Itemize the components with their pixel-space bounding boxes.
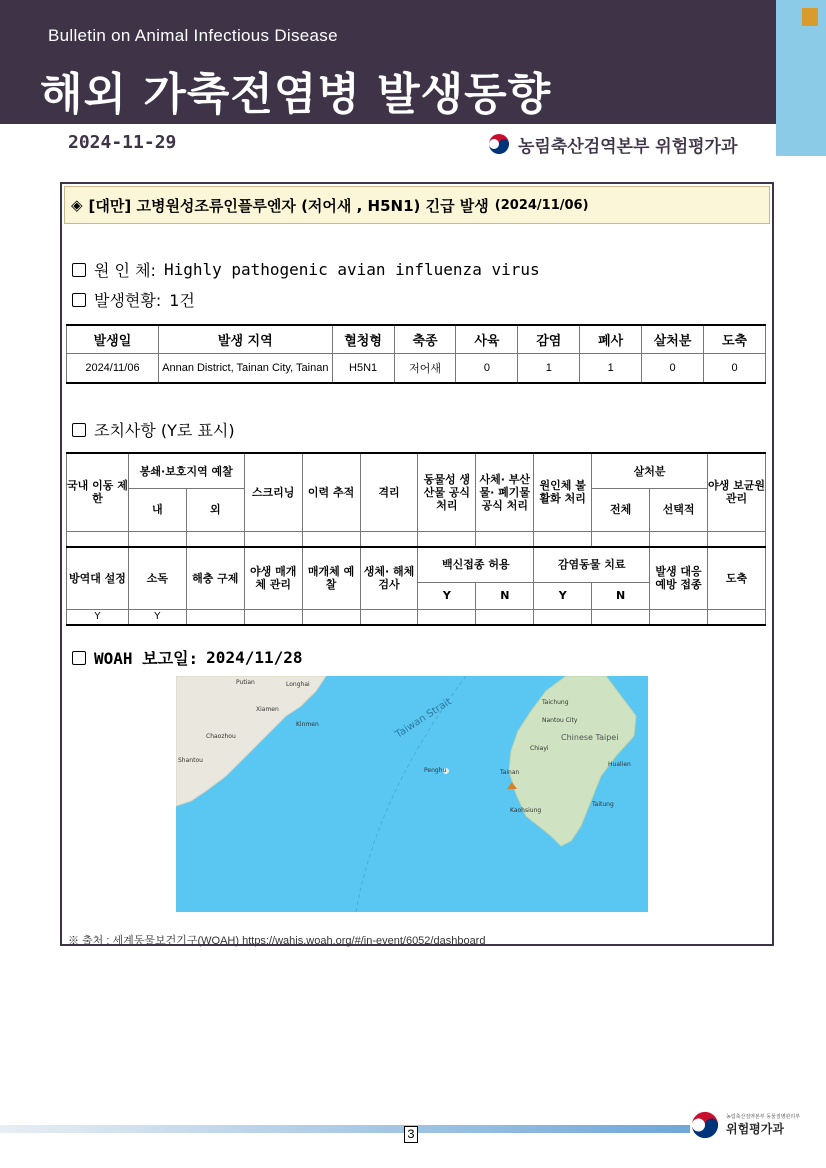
footer-org: 위험평가과 <box>726 1122 784 1136</box>
side-accent-orange <box>802 8 818 26</box>
col-header: 살처분 <box>592 453 708 489</box>
col-header: 격리 <box>360 453 418 531</box>
col-header: Y <box>534 582 592 609</box>
map-label-city: Shantou <box>178 757 203 764</box>
col-header: 야생 보균원 관리 <box>707 453 765 531</box>
map-label-city: Penghu <box>424 767 447 774</box>
map-graphic <box>176 676 648 912</box>
col-header: 발생일 <box>67 325 159 353</box>
table-cell: 0 <box>456 353 518 383</box>
agent-label: 원 인 체: <box>94 261 156 280</box>
map-label-strait: Taiwan Strait <box>393 696 454 741</box>
section-heading <box>64 186 770 224</box>
col-header: 도축 <box>704 325 766 353</box>
org-name: 농림축산검역본부 위험평가과 <box>518 136 738 157</box>
measures-line <box>72 418 235 441</box>
col-header: 혈청형 <box>332 325 394 353</box>
table-row <box>67 353 766 383</box>
outbreak-table <box>66 324 766 384</box>
map-label-city: Chiayi <box>530 745 549 752</box>
agent-line <box>72 258 540 281</box>
col-header: 내 <box>128 489 186 531</box>
map-label-city: Taichung <box>542 699 569 706</box>
source-note: ※ 출처 : 세계동물보건기구(WOAH) https://wahis.woah.org/#/in-event/6052/dashboard <box>68 935 486 947</box>
status-label: 발생현황: <box>94 291 162 310</box>
checkbox-icon <box>72 293 86 307</box>
map-label-city: Putian <box>236 679 255 686</box>
col-header: 해충 구제 <box>186 547 244 609</box>
col-header: 원인체 불활화 처리 <box>534 453 592 531</box>
table-cell: Y <box>128 609 186 625</box>
col-header: 선택적 <box>650 489 708 531</box>
page-number: 3 <box>404 1126 418 1143</box>
col-header: 야생 매개체 관리 <box>244 547 302 609</box>
outbreak-map[interactable] <box>176 676 648 912</box>
table-cell: 0 <box>642 353 704 383</box>
map-label-city: Chaozhou <box>206 733 236 740</box>
map-label-city: Xiamen <box>256 706 279 713</box>
woah-line <box>72 646 303 669</box>
map-label-city: Kinmen <box>296 721 319 728</box>
footer-logo <box>688 1108 800 1142</box>
col-header: 사육 <box>456 325 518 353</box>
col-header: 방역대 설정 <box>67 547 129 609</box>
col-header: 스크리닝 <box>244 453 302 531</box>
measures-table-1 <box>66 452 766 548</box>
woah-label: WOAH 보고일: <box>94 649 199 668</box>
col-header: 동물성 생산물 공식 처리 <box>418 453 476 531</box>
col-header: 살처분 <box>642 325 704 353</box>
status-value: 1건 <box>169 291 195 310</box>
section-title: [대만] 고병원성조류인플루엔자 (저어새 , H5N1) 긴급 발생 <box>88 196 489 215</box>
table-cell: Y <box>67 609 129 625</box>
footer-org-small: 농림축산검역본부 동물질병관리부 <box>726 1114 801 1120</box>
diamond-icon: ◈ <box>71 196 83 214</box>
table-cell: 1 <box>518 353 580 383</box>
footer-line <box>0 1125 690 1133</box>
page-title: 해외 가축전염병 발생동향 <box>40 69 552 120</box>
col-header: 국내 이동 제한 <box>67 453 129 531</box>
col-header: N <box>592 582 650 609</box>
taegeuk-logo-icon <box>688 1108 722 1142</box>
report-date: 2024-11-29 <box>68 132 177 153</box>
section-date: (2024/11/06) <box>494 197 589 213</box>
table-cell: 1 <box>580 353 642 383</box>
taegeuk-logo-icon <box>486 131 512 157</box>
org-label <box>486 131 737 157</box>
col-header: 소독 <box>128 547 186 609</box>
woah-value: 2024/11/28 <box>206 648 303 667</box>
col-header: 도축 <box>707 547 765 609</box>
col-header: 사체· 부산물· 폐기물 공식 처리 <box>476 453 534 531</box>
side-accent-blue <box>776 0 826 156</box>
map-label-city: Taitung <box>592 801 614 808</box>
checkbox-icon <box>72 423 86 437</box>
table-cell: 저어새 <box>394 353 456 383</box>
map-label-city: Tainan <box>500 769 520 776</box>
map-label-city: Kaohsiung <box>510 807 542 814</box>
col-header: Y <box>418 582 476 609</box>
table-cell: Annan District, Tainan City, Tainan <box>158 353 332 383</box>
col-header: N <box>476 582 534 609</box>
col-header: 생체· 해체 검사 <box>360 547 418 609</box>
col-header: 매개체 예찰 <box>302 547 360 609</box>
map-label-city: Hualien <box>608 761 631 768</box>
col-header: 이력 추적 <box>302 453 360 531</box>
table-row <box>67 531 766 547</box>
measures-label: 조치사항 (Y로 표시) <box>94 421 235 440</box>
col-header: 축종 <box>394 325 456 353</box>
col-header: 감염동물 치료 <box>534 547 650 582</box>
table-cell: 2024/11/06 <box>67 353 159 383</box>
agent-value: Highly pathogenic avian influenza virus <box>163 260 540 279</box>
col-header: 봉쇄·보호지역 예찰 <box>128 453 244 489</box>
status-line <box>72 288 195 311</box>
col-header: 발생 대응 예방 접종 <box>650 547 708 609</box>
col-header: 발생 지역 <box>158 325 332 353</box>
table-cell: 0 <box>704 353 766 383</box>
col-header: 전체 <box>592 489 650 531</box>
map-label-city: Nantou City <box>542 717 578 724</box>
col-header: 폐사 <box>580 325 642 353</box>
table-row <box>67 609 766 625</box>
col-header: 외 <box>186 489 244 531</box>
col-header: 백신접종 허용 <box>418 547 534 582</box>
col-header: 감염 <box>518 325 580 353</box>
map-label-country: Chinese Taipei <box>561 733 619 742</box>
table-cell: H5N1 <box>332 353 394 383</box>
bulletin-subtitle: Bulletin on Animal Infectious Disease <box>48 26 338 45</box>
map-label-city: Longhai <box>286 681 310 688</box>
checkbox-icon <box>72 651 86 665</box>
checkbox-icon <box>72 263 86 277</box>
measures-table-2 <box>66 546 766 626</box>
